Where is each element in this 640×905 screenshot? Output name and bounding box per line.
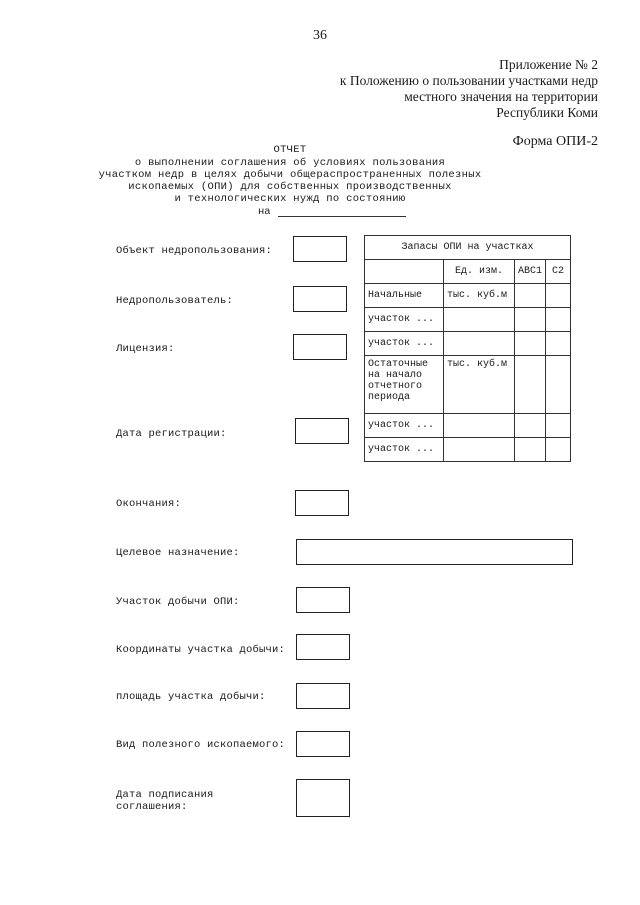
mineral-label: Вид полезного ископаемого: <box>116 739 286 751</box>
row-unit: тыс. куб.м <box>443 356 514 414</box>
row-c2-cell[interactable] <box>545 308 570 332</box>
report-date-prefix: на <box>258 206 271 218</box>
row-abc1-cell[interactable] <box>514 308 545 332</box>
row-c2-cell[interactable] <box>545 438 570 462</box>
row-abc1-cell[interactable] <box>514 356 545 414</box>
object-label: Объект недропользования: <box>116 245 273 257</box>
table-row <box>365 356 571 414</box>
coords-box[interactable] <box>296 634 350 660</box>
reg-date-box[interactable] <box>295 418 349 444</box>
area-label: площадь участка добычи: <box>116 691 266 703</box>
report-subtitle-line-2: о выполнении соглашения об условиях пользования <box>134 157 446 169</box>
sign-date-label-line-1: Дата подписания <box>116 789 214 801</box>
mineral-box[interactable] <box>296 731 350 757</box>
appendix-line-3: местного значения на территории <box>404 89 598 104</box>
table-col-abc1: АВС1 <box>514 260 545 284</box>
page-number: 36 <box>313 28 327 43</box>
table-row <box>365 284 571 308</box>
table-row <box>365 332 571 356</box>
row-unit <box>443 438 514 462</box>
license-label: Лицензия: <box>116 343 175 355</box>
sign-date-box[interactable] <box>296 779 350 817</box>
row-label: участок ... <box>365 438 444 462</box>
row-unit <box>443 308 514 332</box>
table-header-empty <box>365 260 444 284</box>
table-row <box>365 414 571 438</box>
report-subtitle-line-3: участком недр в целях добычи общераспространенных полезных <box>98 169 482 181</box>
row-label: участок ... <box>365 414 444 438</box>
sign-date-label-line-2: соглашения: <box>116 801 188 813</box>
row-label: участок ... <box>365 308 444 332</box>
coords-label: Координаты участка добычи: <box>116 644 286 656</box>
row-abc1-cell[interactable] <box>514 284 545 308</box>
row-c2-cell[interactable] <box>545 284 570 308</box>
user-box[interactable] <box>293 286 347 312</box>
table-header: Запасы ОПИ на участках <box>365 236 571 260</box>
appendix-line-1: Приложение № 2 <box>499 57 598 72</box>
site-box[interactable] <box>296 587 350 613</box>
report-subtitle-line-4: ископаемых (ОПИ) для собственных производственных <box>128 181 452 193</box>
appendix-line-4: Республики Коми <box>496 105 598 120</box>
end-date-box[interactable] <box>295 490 349 516</box>
row-unit <box>443 414 514 438</box>
row-label: Начальные <box>365 284 444 308</box>
purpose-label: Целевое назначение: <box>116 547 240 559</box>
object-box[interactable] <box>293 236 347 262</box>
report-title: ОТЧЕТ <box>273 144 307 156</box>
user-label: Недропользователь: <box>116 295 234 307</box>
area-box[interactable] <box>296 683 350 709</box>
row-abc1-cell[interactable] <box>514 414 545 438</box>
table-row <box>365 308 571 332</box>
appendix-line-2: к Положению о пользовании участками недр <box>339 73 598 88</box>
row-abc1-cell[interactable] <box>514 332 545 356</box>
row-c2-cell[interactable] <box>545 356 570 414</box>
report-subtitle-line-5: и технологических нужд по состоянию <box>174 193 406 205</box>
form-code: Форма ОПИ-2 <box>512 134 598 149</box>
row-c2-cell[interactable] <box>545 332 570 356</box>
row-label: Остаточные на начало отчетного периода <box>365 356 444 414</box>
row-c2-cell[interactable] <box>545 414 570 438</box>
row-unit <box>443 332 514 356</box>
site-label: Участок добычи ОПИ: <box>116 596 240 608</box>
license-box[interactable] <box>293 334 347 360</box>
table-row <box>365 438 571 462</box>
row-unit: тыс. куб.м <box>443 284 514 308</box>
purpose-box[interactable] <box>296 539 573 565</box>
table-col-unit: Ед. изм. <box>443 260 514 284</box>
reg-date-label: Дата регистрации: <box>116 428 227 440</box>
table-col-c2: С2 <box>545 260 570 284</box>
reserves-table <box>364 235 571 462</box>
row-abc1-cell[interactable] <box>514 438 545 462</box>
end-date-label: Окончания: <box>116 498 182 510</box>
row-label: участок ... <box>365 332 444 356</box>
report-date-field[interactable] <box>278 215 406 217</box>
